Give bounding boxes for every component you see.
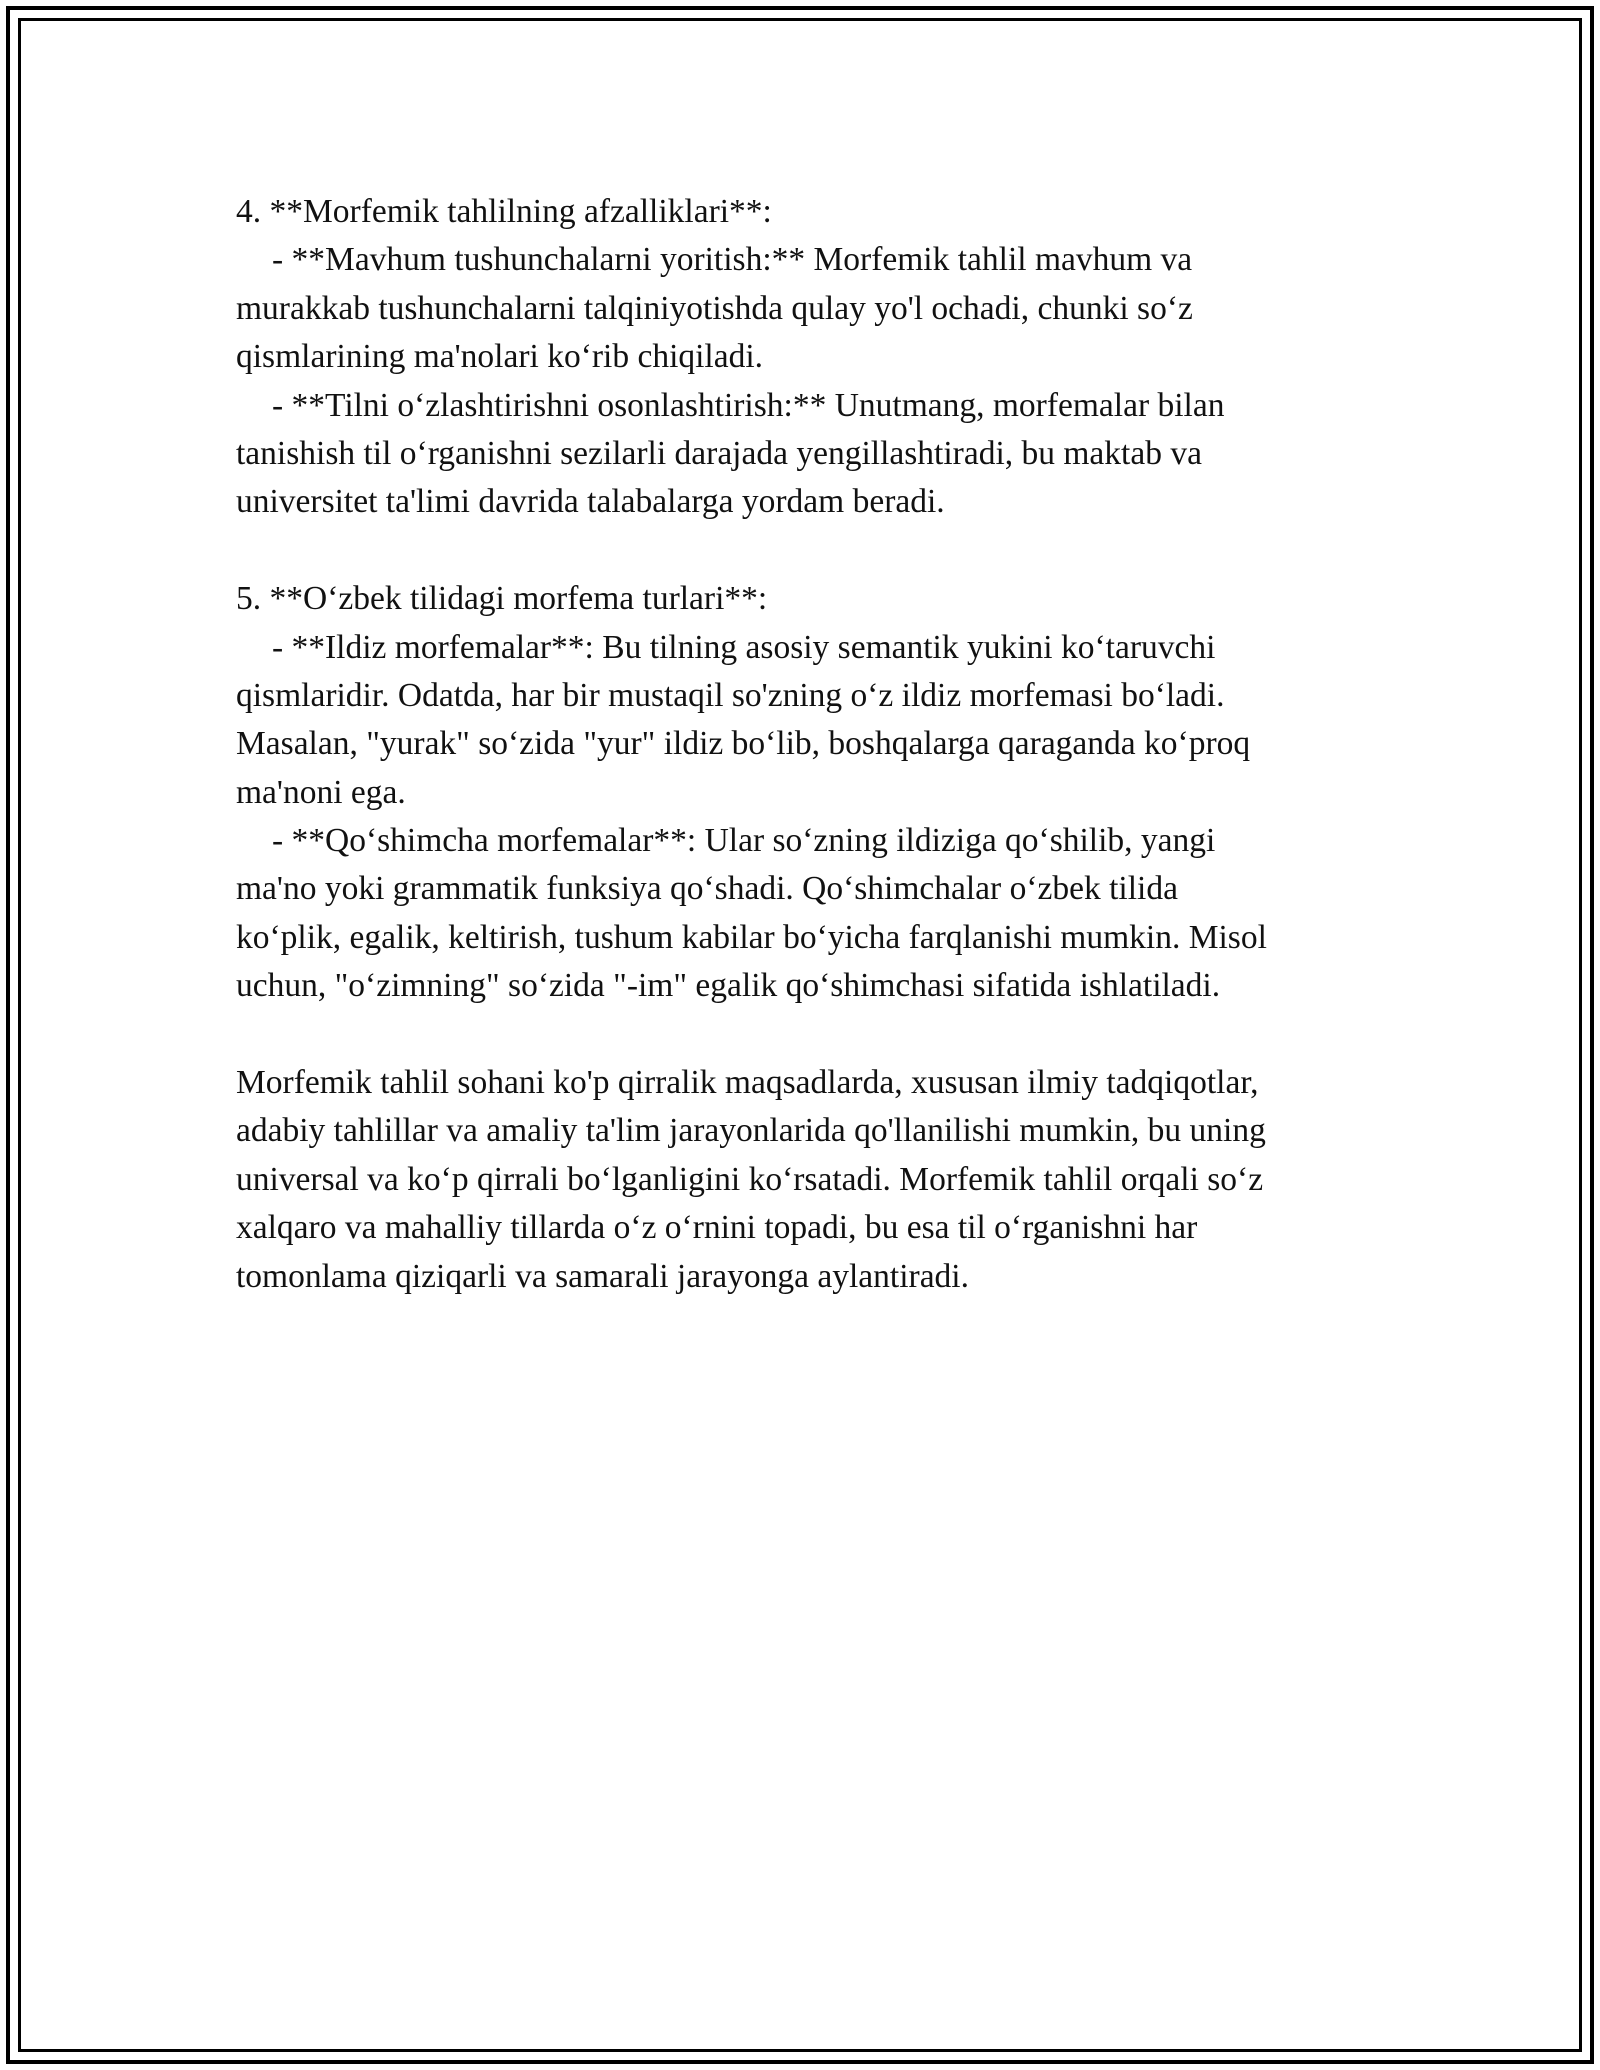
document-body bbox=[236, 188, 1416, 1301]
conclusion-line-4: xalqaro va mahalliy tillarda o‘z o‘rnini topadi, bu esa til o‘rganishni har bbox=[236, 1209, 1198, 1247]
section-5 bbox=[236, 575, 1416, 1011]
section-4-item-1-line-1: - **Mavhum tushunchalarni yoritish:** Morfemik tahlil mavhum va bbox=[272, 241, 1193, 279]
section-4-item-2-line-2: tanishish til o‘rganishni sezilarli darajada yengillashtiradi, bu maktab va bbox=[236, 434, 1202, 472]
paragraph-gap bbox=[236, 527, 1416, 575]
section-5-item-1-line-1: - **Ildiz morfemalar**: Bu tilning asosiy semantik yukini ko‘taruvchi bbox=[272, 628, 1216, 666]
section-4 bbox=[236, 188, 1416, 527]
section-4-item-2-line-3: universitet ta'limi davrida talabalarga yordam beradi. bbox=[236, 483, 945, 521]
conclusion-paragraph bbox=[236, 1059, 1416, 1301]
section-4-item-1-line-3: qismlarining ma'nolari ko‘rib chiqiladi. bbox=[236, 338, 764, 376]
section-5-item-2-line-1: - **Qo‘shimcha morfemalar**: Ular so‘zning ildiziga qo‘shilib, yangi bbox=[272, 822, 1216, 860]
conclusion-line-1: Morfemik tahlil sohani ko'p qirralik maqsadlarda, xususan ilmiy tadqiqotlar, bbox=[236, 1064, 1259, 1102]
section-5-item-1-line-2: qismlaridir. Odatda, har bir mustaqil so'zning o‘z ildiz morfemasi bo‘ladi. bbox=[236, 676, 1225, 714]
section-4-heading: 4. **Morfemik tahlilning afzalliklari**: bbox=[236, 193, 772, 230]
section-5-item-2-line-4: uchun, "o‘zimning" so‘zida "-im" egalik qo‘shimchasi sifatida ishlatiladi. bbox=[236, 967, 1221, 1005]
section-5-item-1-line-3: Masalan, "yurak" so‘zida "yur" ildiz bo‘lib, boshqalarga qaraganda ko‘proq bbox=[236, 725, 1251, 763]
paragraph-gap bbox=[236, 1011, 1416, 1059]
section-5-item-1-line-4: ma'noni ega. bbox=[236, 773, 406, 811]
section-4-item-1-line-2: murakkab tushunchalarni talqiniyotishda qulay yo'l ochadi, chunki so‘z bbox=[236, 289, 1193, 327]
section-5-item-2-line-2: ma'no yoki grammatik funksiya qo‘shadi. Qo‘shimchalar o‘zbek tilida bbox=[236, 870, 1178, 908]
conclusion-line-2: adabiy tahlillar va amaliy ta'lim jarayonlarida qo'llanilishi mumkin, bu uning bbox=[236, 1112, 1266, 1150]
section-5-item-2-line-3: ko‘plik, egalik, keltirish, tushum kabilar bo‘yicha farqlanishi mumkin. Misol bbox=[236, 918, 1267, 956]
section-5-heading: 5. **O‘zbek tilidagi morfema turlari**: bbox=[236, 580, 768, 618]
conclusion-line-5: tomonlama qiziqarli va samarali jarayonga aylantiradi. bbox=[236, 1257, 969, 1295]
section-4-item-2-line-1: - **Tilni o‘zlashtirishni osonlashtirish:** Unutmang, morfemalar bilan bbox=[272, 386, 1225, 424]
conclusion-line-3: universal va ko‘p qirrali bo‘lganligini ko‘rsatadi. Morfemik tahlil orqali so‘z bbox=[236, 1160, 1264, 1198]
